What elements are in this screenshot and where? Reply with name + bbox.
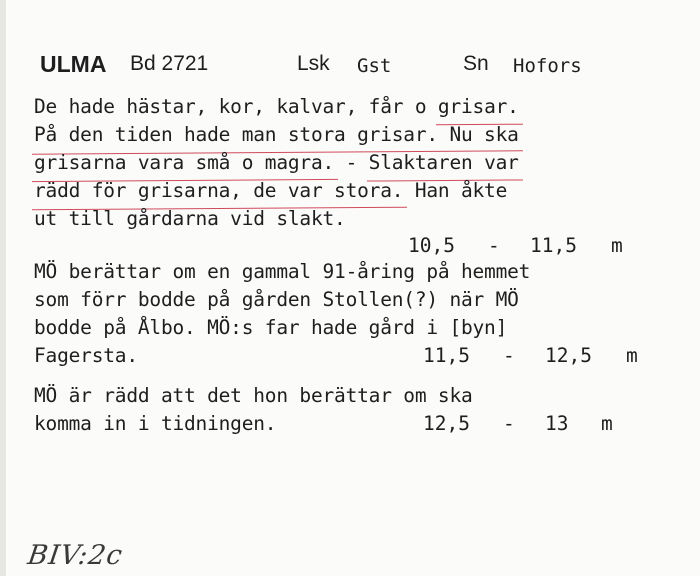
p1-line-3 xyxy=(34,153,519,173)
p1-range-dash: - xyxy=(488,234,500,257)
card-edge xyxy=(0,0,6,576)
p1-line-3-underlined-a: grisarna vara små o magra. xyxy=(34,151,335,174)
p2-line-1: MÖ berättar om en gammal 91-åring på hemmet xyxy=(34,260,531,283)
p2-line-4: Fagersta. xyxy=(34,344,138,367)
socken-label: Sn xyxy=(463,52,489,75)
socken-value: Hofors xyxy=(513,55,582,77)
p3-range-dash: - xyxy=(503,412,515,435)
p1-line-3-dash: - xyxy=(334,151,369,174)
p1-line-4 xyxy=(34,181,507,201)
p1-line-4-underlined: rädd för grisarna, de var stora. xyxy=(34,179,404,202)
p2-range-unit: m xyxy=(626,344,638,367)
p1-line-5-text: ut till gårdarna vid slakt. xyxy=(34,207,346,230)
p2-line-2: som förr bodde på gården Stollen(?) när MÖ xyxy=(34,288,519,311)
volume-number: Bd 2721 xyxy=(130,52,209,75)
p2-range-from: 11,5 xyxy=(423,344,470,367)
landskap-value: Gst xyxy=(357,55,392,77)
p3-line-1: MÖ är rädd att det hon berättar om ska xyxy=(34,384,473,407)
p1-range-to: 11,5 xyxy=(530,234,577,257)
p3-line-2: komma in i tidningen. xyxy=(34,412,277,435)
p2-line-3: bodde på Ålbo. MÖ:s far hade gård i [byn] xyxy=(34,316,508,339)
p2-range-dash: - xyxy=(503,344,515,367)
p1-line-1-underlined: grisar. xyxy=(437,95,519,118)
p1-line-4-text: Han åkte xyxy=(403,179,508,202)
p2-range-to: 12,5 xyxy=(545,344,592,367)
p1-line-3-underlined-b: Slaktaren var xyxy=(368,151,519,174)
p1-range-from: 10,5 xyxy=(408,234,455,257)
archive-name: ULMA xyxy=(40,51,107,77)
p3-range-to: 13 xyxy=(545,412,569,435)
p1-line-1 xyxy=(34,97,519,117)
p1-line-5 xyxy=(34,209,346,229)
landskap-label: Lsk xyxy=(297,52,330,75)
p1-line-2-underlined: På den tiden hade man stora grisar. Nu ska xyxy=(34,123,519,146)
p3-range-unit: m xyxy=(601,412,613,435)
p1-line-2 xyxy=(34,125,519,145)
p1-line-1-text: De hade hästar, kor, kalvar, får o xyxy=(34,95,438,118)
p3-range-from: 12,5 xyxy=(423,412,470,435)
p1-range-unit: m xyxy=(611,234,623,257)
handwritten-signature: BIV:2c xyxy=(25,540,125,571)
